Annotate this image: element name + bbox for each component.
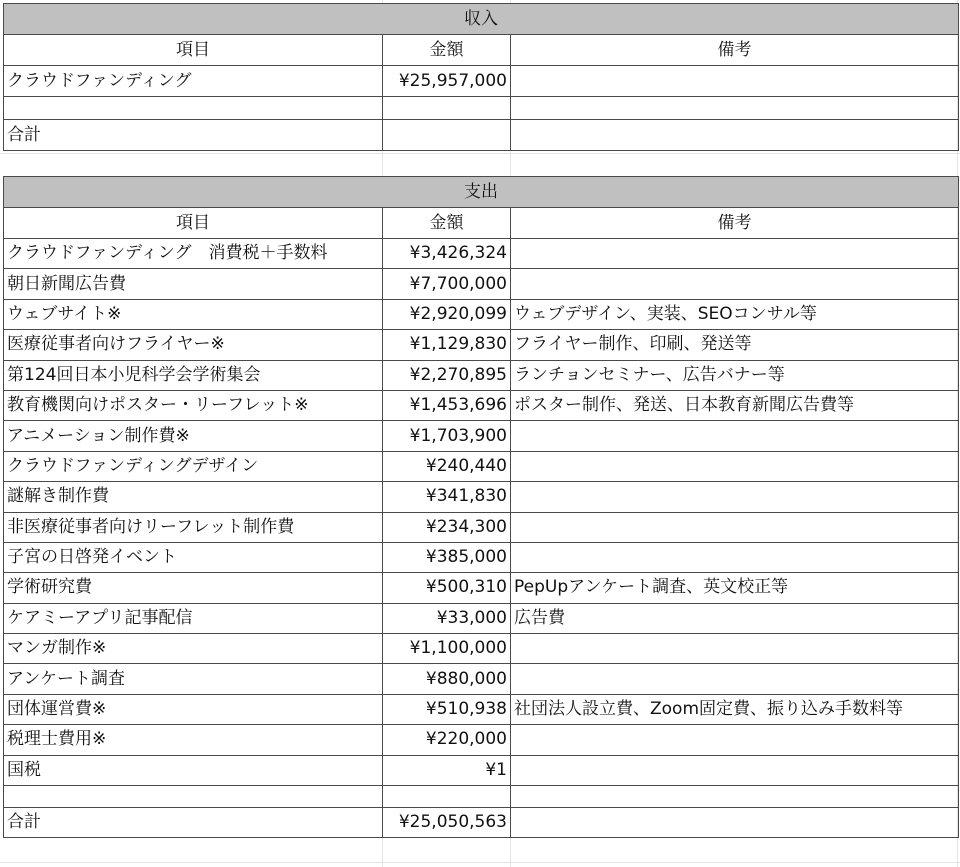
cell-note[interactable]: PepUpアンケート調査、英文校正等 bbox=[511, 573, 959, 603]
table-row bbox=[4, 664, 959, 694]
cell-note[interactable] bbox=[511, 451, 959, 481]
cell-note[interactable] bbox=[511, 421, 959, 451]
cell-empty[interactable] bbox=[383, 97, 511, 120]
cell-item[interactable]: 教育機関向けポスター・リーフレット※ bbox=[4, 390, 383, 420]
total-label[interactable]: 合計 bbox=[4, 120, 383, 151]
cell-item[interactable]: ウェブサイト※ bbox=[4, 299, 383, 329]
cell-item[interactable]: 非医療従事者向けリーフレット制作費 bbox=[4, 512, 383, 542]
expense-title-row bbox=[4, 177, 959, 208]
header-note[interactable]: 備考 bbox=[511, 208, 959, 239]
table-row bbox=[4, 603, 959, 633]
cell-item[interactable]: 第124回日本小児科学会学術集会 bbox=[4, 360, 383, 390]
cell-amount[interactable]: ¥33,000 bbox=[383, 603, 511, 633]
cell-amount[interactable]: ¥880,000 bbox=[383, 664, 511, 694]
cell-note[interactable] bbox=[511, 725, 959, 755]
cell-note[interactable]: 社団法人設立費、Zoom固定費、振り込み手数料等 bbox=[511, 694, 959, 724]
cell-item[interactable]: 子宮の日啓発イベント bbox=[4, 542, 383, 572]
cell-item[interactable]: 学術研究費 bbox=[4, 573, 383, 603]
header-amount[interactable]: 金額 bbox=[383, 208, 511, 239]
cell-amount[interactable]: ¥25,957,000 bbox=[383, 66, 511, 97]
cell-amount[interactable]: ¥1 bbox=[383, 755, 511, 785]
cell-item[interactable]: 団体運営費※ bbox=[4, 694, 383, 724]
cell-note[interactable] bbox=[511, 664, 959, 694]
header-note[interactable]: 備考 bbox=[511, 35, 959, 66]
cell-note[interactable]: 広告費 bbox=[511, 603, 959, 633]
cell-item[interactable]: 税理士費用※ bbox=[4, 725, 383, 755]
table-row bbox=[4, 330, 959, 360]
cell-amount[interactable]: ¥2,920,099 bbox=[383, 299, 511, 329]
cell-amount[interactable]: ¥234,300 bbox=[383, 512, 511, 542]
cell-item[interactable]: クラウドファンディングデザイン bbox=[4, 451, 383, 481]
cell-amount[interactable]: ¥500,310 bbox=[383, 573, 511, 603]
table-row bbox=[4, 634, 959, 664]
cell-item[interactable]: ケアミーアプリ記事配信 bbox=[4, 603, 383, 633]
table-row bbox=[4, 573, 959, 603]
table-row bbox=[4, 482, 959, 512]
cell-note[interactable] bbox=[511, 239, 959, 269]
cell-note[interactable] bbox=[511, 542, 959, 572]
cell-note[interactable] bbox=[511, 269, 959, 299]
cell-amount[interactable]: ¥220,000 bbox=[383, 725, 511, 755]
cell-amount[interactable]: ¥341,830 bbox=[383, 482, 511, 512]
cell-amount[interactable]: ¥1,453,696 bbox=[383, 390, 511, 420]
cell-note[interactable]: フライヤー制作、印刷、発送等 bbox=[511, 330, 959, 360]
cell-note[interactable]: ウェブデザイン、実装、SEOコンサル等 bbox=[511, 299, 959, 329]
header-item[interactable]: 項目 bbox=[4, 208, 383, 239]
gridline bbox=[0, 153, 960, 154]
table-row bbox=[4, 299, 959, 329]
cell-amount[interactable]: ¥510,938 bbox=[383, 694, 511, 724]
empty-row bbox=[4, 786, 959, 808]
cell-amount[interactable]: ¥3,426,324 bbox=[383, 239, 511, 269]
cell-amount[interactable]: ¥1,129,830 bbox=[383, 330, 511, 360]
cell-amount[interactable]: ¥2,270,895 bbox=[383, 360, 511, 390]
cell-empty[interactable] bbox=[511, 808, 959, 838]
cell-amount[interactable]: ¥385,000 bbox=[383, 542, 511, 572]
table-row bbox=[4, 451, 959, 481]
empty-row bbox=[4, 97, 959, 120]
cell-item[interactable]: 朝日新聞広告費 bbox=[4, 269, 383, 299]
cell-empty[interactable] bbox=[511, 786, 959, 808]
cell-note[interactable] bbox=[511, 482, 959, 512]
table-row bbox=[4, 269, 959, 299]
cell-empty[interactable] bbox=[4, 786, 383, 808]
cell-note[interactable]: ランチョンセミナー、広告バナー等 bbox=[511, 360, 959, 390]
cell-note[interactable] bbox=[511, 634, 959, 664]
cell-item[interactable]: 医療従事者向けフライヤー※ bbox=[4, 330, 383, 360]
cell-item[interactable]: 国税 bbox=[4, 755, 383, 785]
table-row bbox=[4, 755, 959, 785]
cell-empty[interactable] bbox=[383, 786, 511, 808]
cell-item[interactable]: クラウドファンディング bbox=[4, 66, 383, 97]
cell-amount[interactable]: ¥240,440 bbox=[383, 451, 511, 481]
cell-amount[interactable]: ¥1,100,000 bbox=[383, 634, 511, 664]
income-header-row bbox=[4, 35, 959, 66]
cell-item[interactable]: アニメーション制作費※ bbox=[4, 421, 383, 451]
income-title[interactable]: 収入 bbox=[4, 4, 959, 35]
income-title-row bbox=[4, 4, 959, 35]
table-row bbox=[4, 512, 959, 542]
table-row bbox=[4, 694, 959, 724]
cell-item[interactable]: アンケート調査 bbox=[4, 664, 383, 694]
cell-note[interactable] bbox=[511, 755, 959, 785]
header-item[interactable]: 項目 bbox=[4, 35, 383, 66]
income-table bbox=[3, 3, 959, 151]
expense-table bbox=[3, 176, 959, 838]
total-amount[interactable] bbox=[383, 120, 511, 151]
cell-empty[interactable] bbox=[4, 97, 383, 120]
cell-empty[interactable] bbox=[511, 97, 959, 120]
expense-header-row bbox=[4, 208, 959, 239]
cell-note[interactable]: ポスター制作、発送、日本教育新聞広告費等 bbox=[511, 390, 959, 420]
cell-empty[interactable] bbox=[511, 120, 959, 151]
table-row bbox=[4, 66, 959, 97]
expense-title[interactable]: 支出 bbox=[4, 177, 959, 208]
table-row bbox=[4, 725, 959, 755]
table-row bbox=[4, 421, 959, 451]
cell-note[interactable] bbox=[511, 66, 959, 97]
gridline bbox=[0, 862, 960, 863]
cell-item[interactable]: 謎解き制作費 bbox=[4, 482, 383, 512]
table-row bbox=[4, 239, 959, 269]
income-total-row bbox=[4, 120, 959, 151]
expense-total-row bbox=[4, 808, 959, 838]
cell-note[interactable] bbox=[511, 512, 959, 542]
cell-item[interactable]: クラウドファンディング 消費税＋手数料 bbox=[4, 239, 383, 269]
cell-amount[interactable]: ¥1,703,900 bbox=[383, 421, 511, 451]
header-amount[interactable]: 金額 bbox=[383, 35, 511, 66]
table-row bbox=[4, 542, 959, 572]
table-row bbox=[4, 390, 959, 420]
total-amount[interactable]: ¥25,050,563 bbox=[383, 808, 511, 838]
cell-item[interactable]: マンガ制作※ bbox=[4, 634, 383, 664]
total-label[interactable]: 合計 bbox=[4, 808, 383, 838]
cell-amount[interactable]: ¥7,700,000 bbox=[383, 269, 511, 299]
table-row bbox=[4, 360, 959, 390]
